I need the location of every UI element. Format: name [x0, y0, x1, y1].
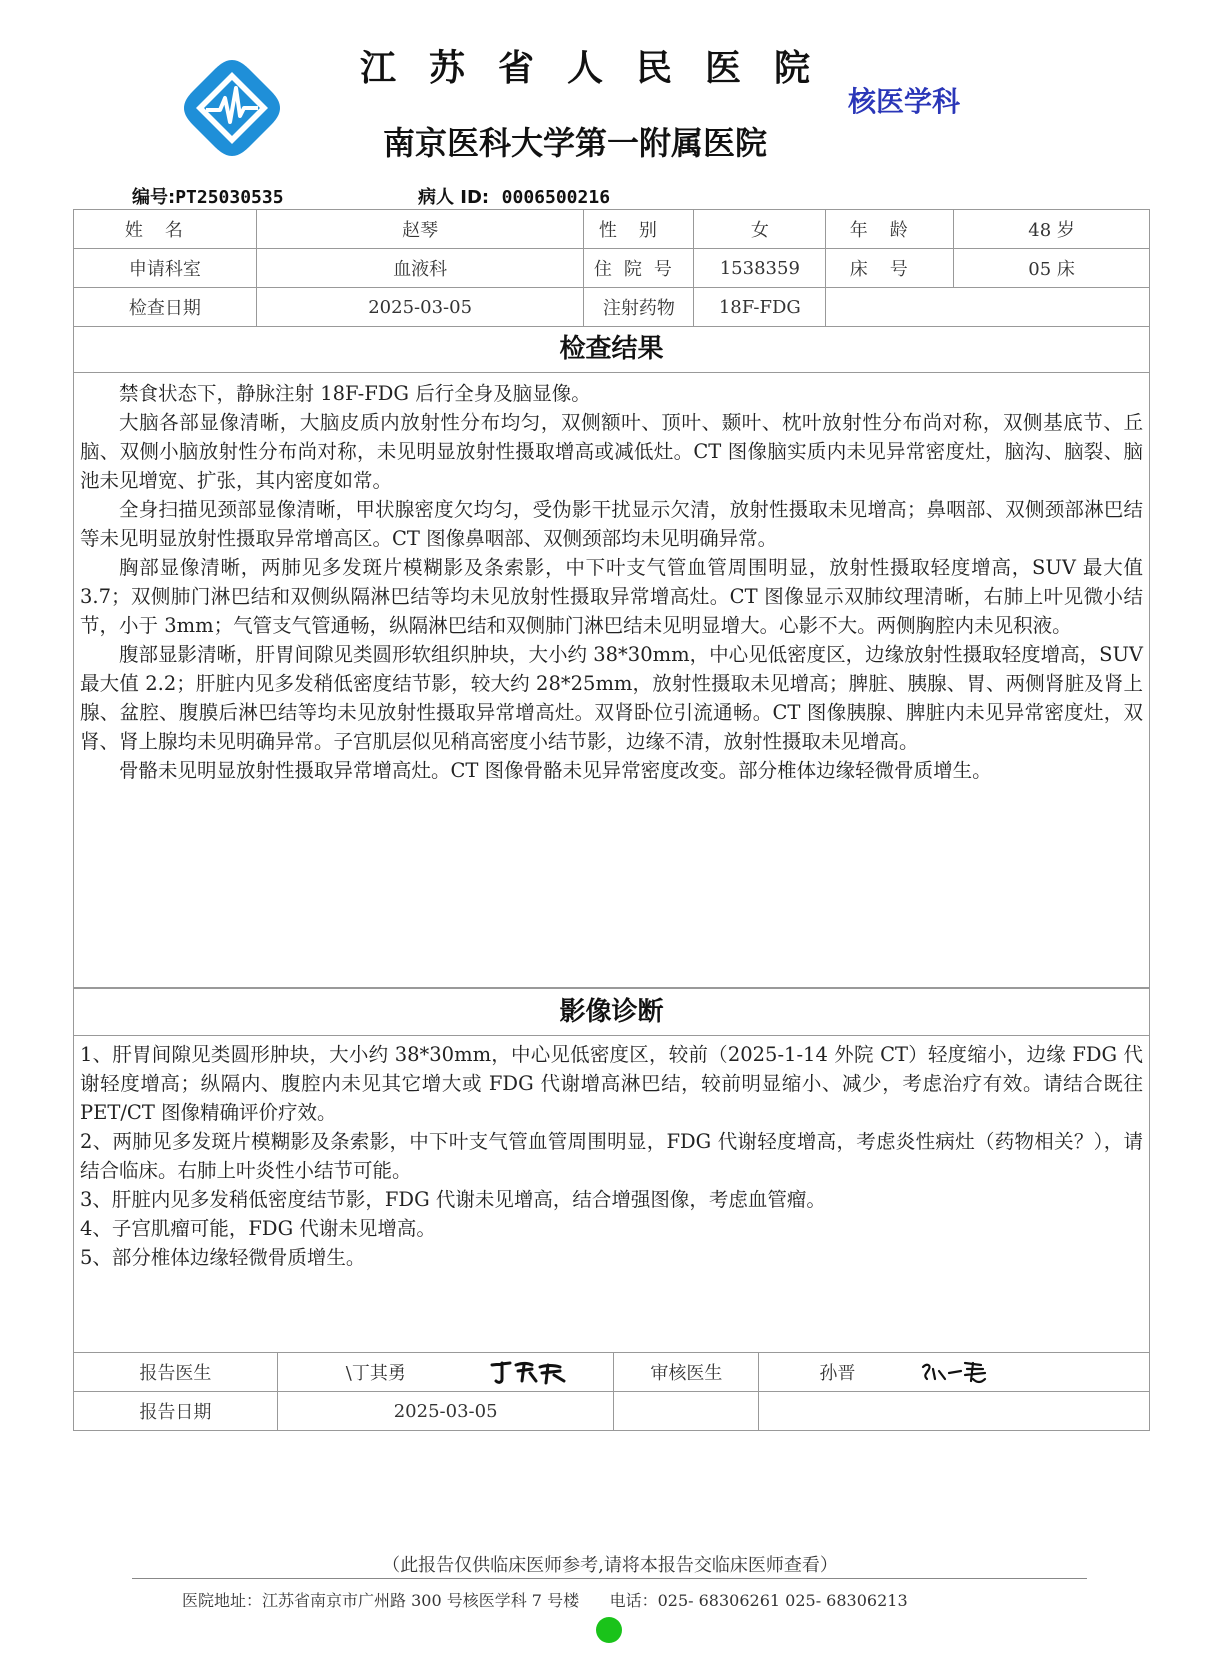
diagnosis-item: 1、肝胃间隙见类圆形肿块，大小约 38*30mm，中心见低密度区，较前（2025-1-14 外院 CT）轻度缩小，边缘 FDG 代谢轻度增高；纵隔内、腹腔内未见其它增大或 FDG 代谢增高淋巴结，较前明显缩小、减少，考虑治疗有效。请结合既往 PET/CT 图像精确评价疗效。: [80, 1043, 1143, 1124]
footer-contact: [182, 1588, 908, 1611]
findings-paragraph: 腹部显影清晰，肝胃间隙见类圆形软组织肿块，大小约 38*30mm，中心见低密度区，边缘放射性摄取轻度增高，SUV 最大值 2.2；肝脏内见多发稍低密度结节影，较大约 28*25mm，放射性摄取未见增高；脾脏、胰腺、胃、两侧肾脏及肾上腺、盆腔、腹膜后淋巴结等均未见放射性摄取异常增高灶。双肾卧位引流通畅。CT 图像胰腺、脾脏内未见异常密度灶，双肾、肾上腺均未见明确异常。子宫肌层似见稍高密度小结节影，边缘不清，放射性摄取未见增高。: [80, 643, 1143, 753]
report-date-label: 报告日期: [74, 1392, 278, 1431]
patient-id-label: 病人 ID:: [418, 187, 490, 208]
findings-paragraph: 骨骼未见明显放射性摄取异常增高灶。CT 图像骨骼未见异常密度改变。部分椎体边缘轻微骨质增生。: [119, 759, 992, 782]
table-row: [74, 249, 1150, 288]
hospital-name-line1: 江苏省人民医院: [360, 48, 844, 89]
hospital-address: 医院地址：江苏省南京市广州路 300 号核医学科 7 号楼: [182, 1591, 580, 1610]
diagnosis-text: [74, 1036, 1149, 1272]
exam-date-label: 检查日期: [74, 288, 257, 327]
signature-table: [73, 1352, 1150, 1431]
reviewer-cell: [759, 1353, 1150, 1392]
report-date: 2025-03-05: [277, 1392, 614, 1431]
inpatient-number: 1538359: [694, 249, 826, 288]
diagnosis-item: 5、部分椎体边缘轻微骨质增生。: [80, 1246, 366, 1269]
report-number-value: PT25030535: [175, 187, 284, 208]
findings-title: 检查结果: [74, 326, 1149, 373]
patient-id-value: 0006500216: [501, 187, 611, 208]
findings-text: [74, 373, 1149, 785]
age-label: 年龄: [826, 210, 954, 249]
reviewer-name: 孙晋: [819, 1363, 856, 1384]
reporter-name: \丁其勇: [345, 1363, 406, 1384]
diagnosis-title: 影像诊断: [74, 989, 1149, 1036]
diagnosis-item: 3、肝脏内见多发稍低密度结节影，FDG 代谢未见增高，结合增强图像，考虑血管瘤。: [80, 1188, 826, 1211]
requesting-dept: 血液科: [256, 249, 584, 288]
diagnosis-section: [73, 988, 1150, 1353]
reporter-label: 报告医生: [74, 1353, 278, 1392]
empty-cell: [759, 1392, 1150, 1431]
footer-divider: [132, 1578, 1087, 1579]
bed-label: 床号: [826, 249, 954, 288]
report-header: [0, 0, 1220, 208]
hospital-phone: 电话：025- 68306261 025- 68306213: [609, 1591, 908, 1610]
reviewer-label: 审核医生: [614, 1353, 759, 1392]
patient-age: 48 岁: [954, 210, 1150, 249]
findings-section: [73, 326, 1150, 988]
findings-paragraph: 大脑各部显像清晰，大脑皮质内放射性分布均匀，双侧额叶、顶叶、颞叶、枕叶放射性分布尚对称，双侧基底节、丘脑、双侧小脑放射性分布尚对称，未见明显放射性摄取增高或减低灶。CT 图像脑实质内未见异常密度灶，脑沟、脑裂、脑池未见增宽、扩张，其内密度如常。: [80, 411, 1143, 492]
department-name: 核医学科: [848, 85, 961, 118]
inpatient-label: 住院号: [584, 249, 694, 288]
name-label: 姓名: [74, 210, 257, 249]
hospital-logo-icon: [182, 58, 282, 158]
bed-number: 05 床: [954, 249, 1150, 288]
patient-name: 赵琴: [256, 210, 584, 249]
diagnosis-item: 2、两肺见多发斑片模糊影及条索影，中下叶支气管血管周围明显，FDG 代谢轻度增高，考虑炎性病灶（药物相关？），请结合临床。右肺上叶炎性小结节可能。: [80, 1130, 1143, 1182]
table-row: [74, 288, 1150, 327]
reporter-signature: [488, 1357, 568, 1387]
diagnosis-item: 4、子宫肌瘤可能，FDG 代谢未见增高。: [80, 1217, 436, 1240]
empty-cell: [826, 288, 1150, 327]
dept-label: 申请科室: [74, 249, 257, 288]
findings-paragraph: 胸部显像清晰，两肺见多发斑片模糊影及条索影，中下叶支气管血管周围明显，放射性摄取轻度增高，SUV 最大值 3.7；双侧肺门淋巴结和双侧纵隔淋巴结等均未见放射性摄取异常增高灶。CT 图像显示双肺纹理清晰，右肺上叶见微小结节，小于 3mm；气管支气管通畅，纵隔淋巴结和双侧肺门淋巴结未见明显增大。心影不大。两侧胸腔内未见积液。: [80, 556, 1143, 637]
findings-paragraph: 全身扫描见颈部显像清晰，甲状腺密度欠均匀，受伪影干扰显示欠清，放射性摄取未见增高；鼻咽部、双侧颈部淋巴结等未见明显放射性摄取异常增高区。CT 图像鼻咽部、双侧颈部均未见明确异常。: [80, 498, 1143, 550]
reviewer-signature: [919, 1357, 999, 1387]
findings-paragraph: 禁食状态下，静脉注射 18F-FDG 后行全身及脑显像。: [119, 382, 591, 405]
table-row: [74, 210, 1150, 249]
empty-cell: [614, 1392, 759, 1431]
report-number-label: 编号:: [132, 187, 176, 208]
table-row: [74, 1353, 1150, 1392]
tracer-label: 注射药物: [584, 288, 694, 327]
report-number: [132, 183, 284, 209]
footer-note: （此报告仅供临床医师参考,请将本报告交临床医师查看）: [382, 1555, 838, 1576]
reporter-cell: [277, 1353, 614, 1392]
patient-info-table: [73, 209, 1150, 327]
patient-id: [418, 183, 610, 209]
tracer: 18F-FDG: [694, 288, 826, 327]
table-row: [74, 1392, 1150, 1431]
sex-label: 性别: [584, 210, 694, 249]
status-dot-icon: [596, 1617, 622, 1643]
hospital-name-line2: 南京医科大学第一附属医院: [383, 124, 768, 162]
patient-sex: 女: [694, 210, 826, 249]
exam-date: 2025-03-05: [256, 288, 584, 327]
